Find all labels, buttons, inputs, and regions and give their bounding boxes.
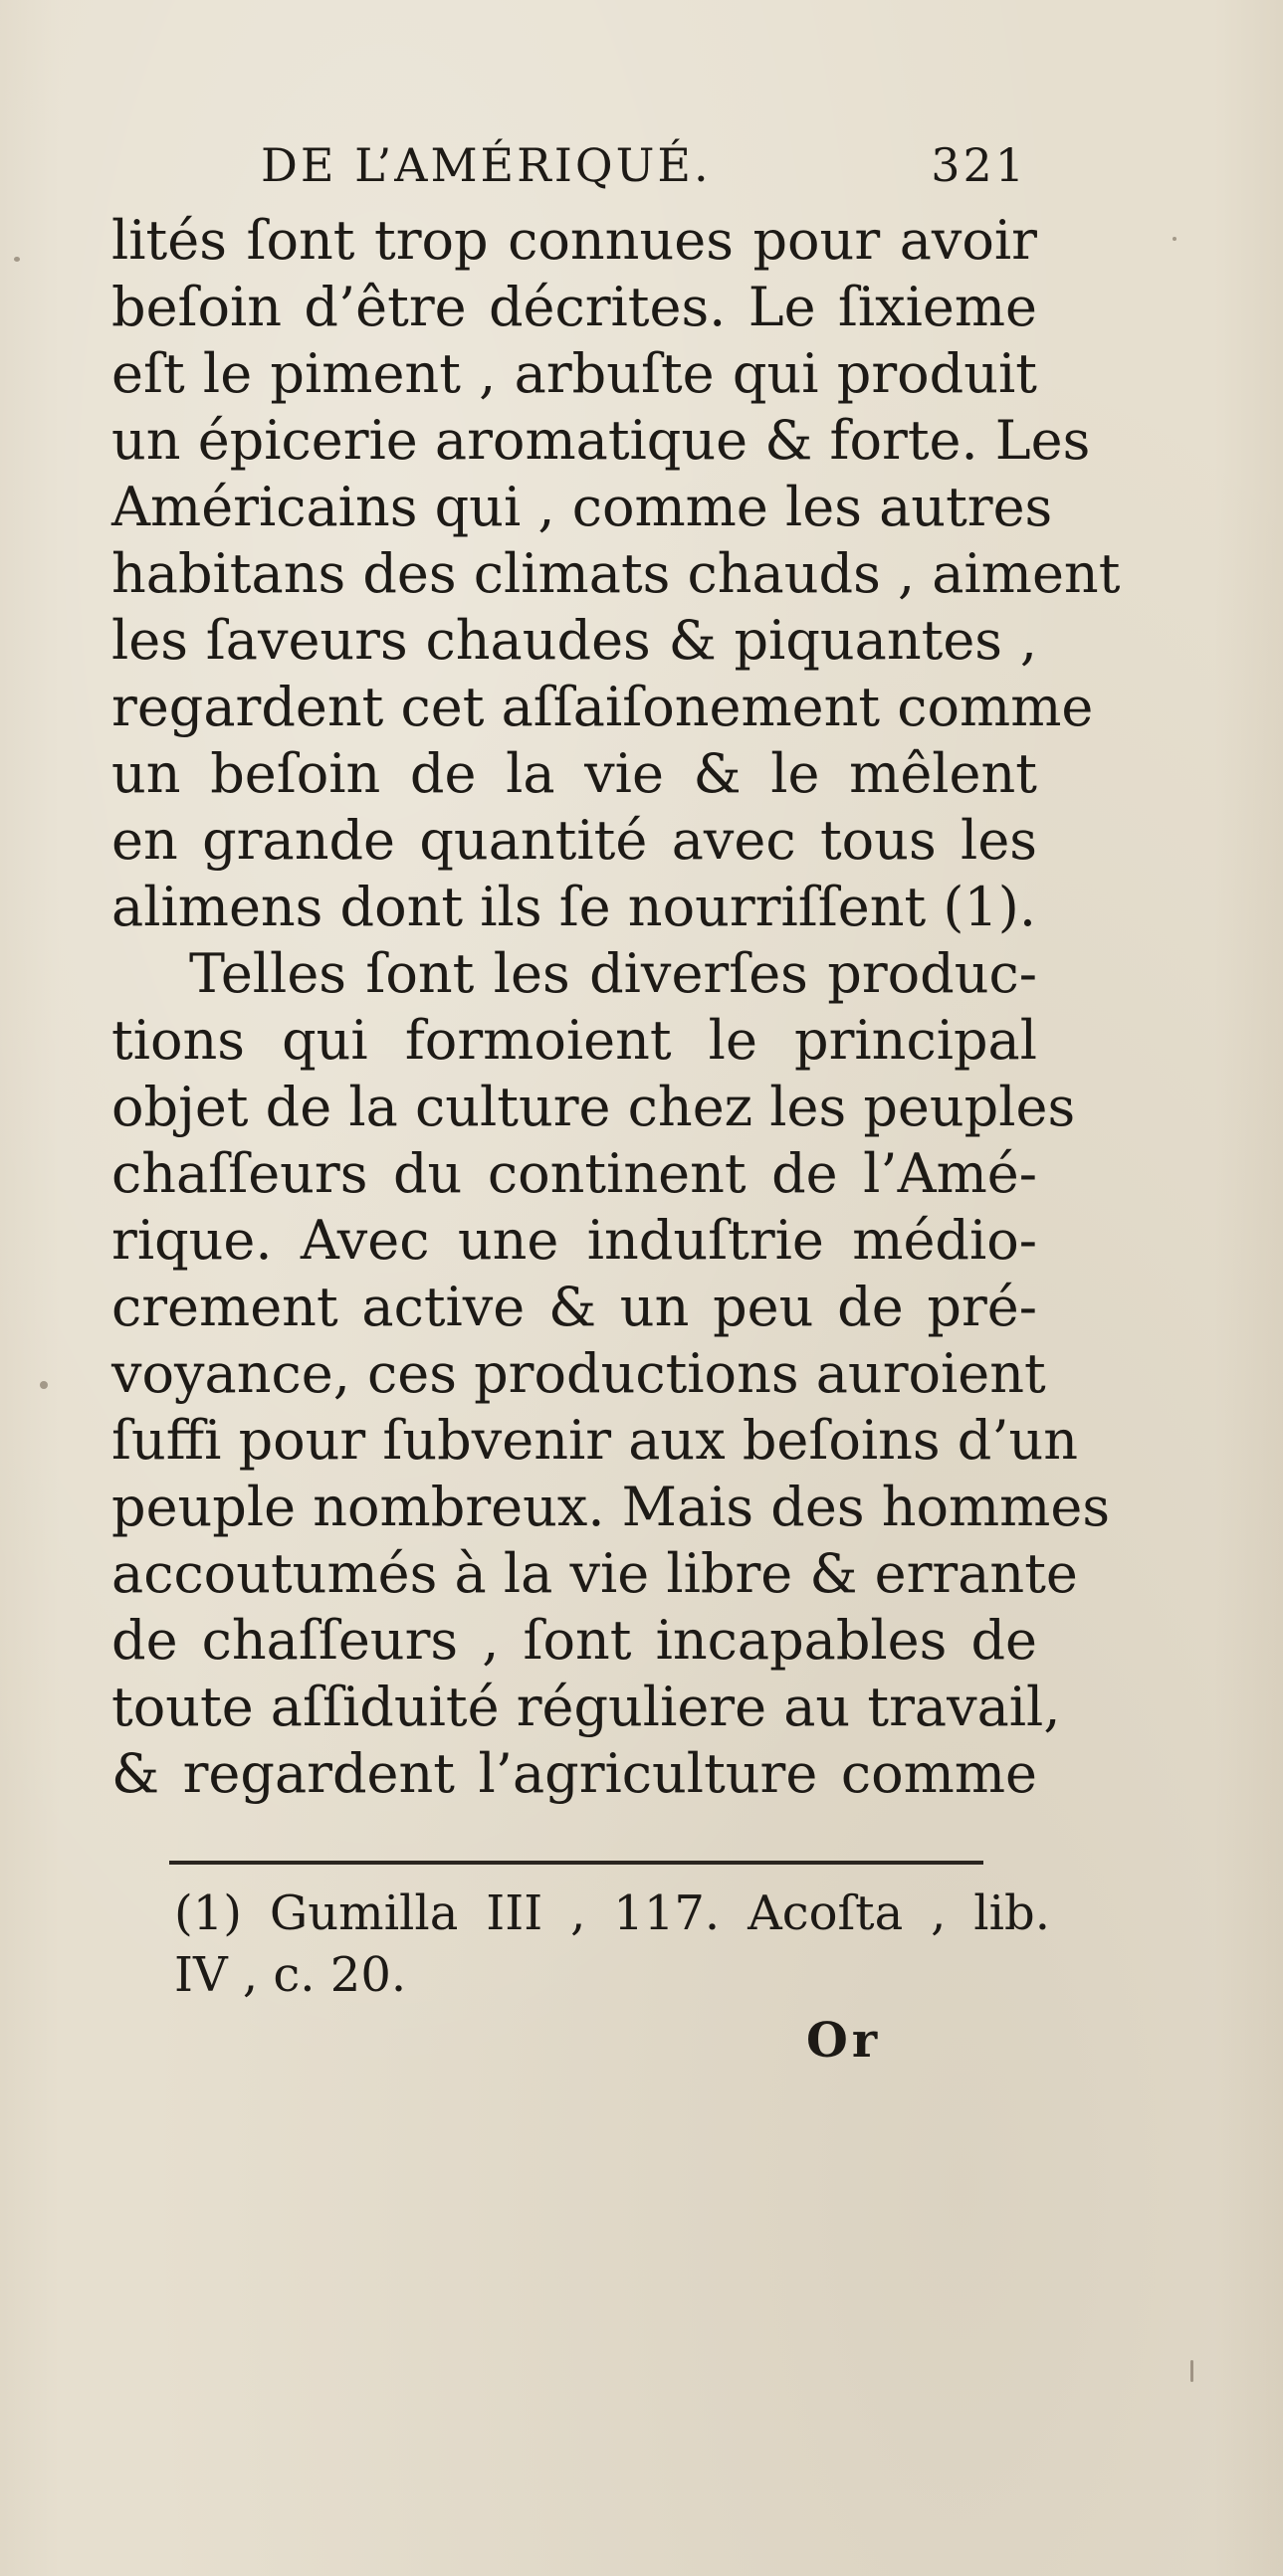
text-line: de chaſſeurs , ſont incapables de: [111, 1609, 1037, 1672]
text-line: tions qui formoient le principal: [111, 1009, 1037, 1072]
paper-speck: [1173, 237, 1176, 241]
text-line: Américains qui , comme les autres: [111, 476, 1053, 538]
text-line: un épicerie aromatique & forte. Les: [111, 409, 1091, 472]
text-line: habitans des climats chauds , aiment: [111, 542, 1121, 605]
text-line: alimens dont ils ſe nourriſſent (1).: [111, 876, 1036, 938]
text-line: accoutumés à la vie libre & errante: [111, 1542, 1078, 1605]
running-title: DE L’AMÉRIQUÉ.: [261, 138, 712, 192]
footnote-line: IV , c. 20.: [174, 1947, 407, 2003]
footnote-line: (1) Gumilla III , 117. Acoſta , lib.: [174, 1885, 1050, 1941]
text-line: toute aſſiduité réguliere au travail,: [111, 1676, 1061, 1738]
text-line: & regardent l’agriculture comme: [111, 1742, 1037, 1805]
paper-speck: [1190, 2360, 1193, 2382]
footnote: [174, 1882, 1050, 2006]
text-line: un beſoin de la vie & le mêlent: [111, 742, 1037, 805]
text-line: eſt le piment , arbuſte qui produit: [111, 342, 1037, 405]
text-line: voyance, ces productions auroient: [111, 1342, 1046, 1405]
text-line: objet de la culture chez les peuples: [111, 1076, 1076, 1138]
text-line: crement active & un peu de pré-: [111, 1276, 1037, 1338]
page-number: 321: [931, 138, 1027, 192]
text-line: chaſſeurs du continent de l’Amé-: [111, 1142, 1037, 1205]
text-line: ſuffi pour ſubvenir aux beſoins d’un: [111, 1409, 1079, 1472]
text-line: en grande quantité avec tous les: [111, 809, 1037, 872]
paper-speck: [40, 1381, 48, 1389]
catchword: Or: [806, 2013, 882, 2069]
text-line: peuple nombreux. Mais des hommes: [111, 1476, 1111, 1538]
running-header: [261, 129, 1037, 201]
text-line: beſoin d’être décrites. Le ſixieme: [111, 276, 1037, 338]
text-line: rique. Avec une induſtrie médio-: [111, 1209, 1037, 1272]
body-text: [111, 207, 1121, 1807]
text-line: lités ſont trop connues pour avoir: [111, 209, 1037, 272]
footnote-rule: [169, 1861, 983, 1865]
text-line: les ſaveurs chaudes & piquantes ,: [111, 609, 1037, 672]
text-line: regardent cet aſſaiſonement comme: [111, 676, 1094, 738]
paper-speck: [14, 257, 20, 262]
text-line: Telles ſont les diverſes produc-: [189, 942, 1037, 1005]
